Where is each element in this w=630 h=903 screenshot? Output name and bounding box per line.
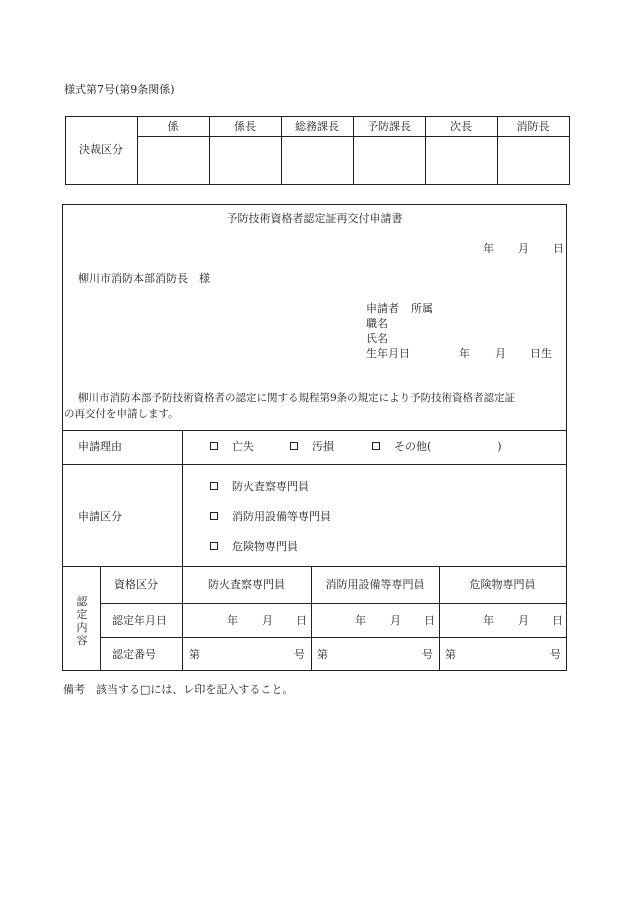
approval-header: 予防課長	[367, 120, 411, 133]
cert-date-month: 月	[262, 614, 273, 627]
approval-header: 消防長	[516, 120, 550, 133]
date-month: 月	[518, 242, 529, 255]
applicant-position: 職名	[366, 317, 388, 330]
cert-date-month: 月	[390, 614, 401, 627]
applicant-birth: 生年月日	[366, 347, 410, 360]
column-hazmat: 危険物専門員	[469, 578, 536, 591]
date-day: 日	[553, 242, 564, 255]
cert-date-day: 日	[296, 614, 307, 627]
approval-label: 決裁区分	[79, 143, 123, 156]
category-fire-inspection-checkbox[interactable]	[210, 482, 218, 490]
birth-year: 年	[459, 347, 470, 360]
category-equipment-label: 消防用設備等専門員	[232, 510, 331, 523]
reason-damaged-label: 汚損	[312, 440, 334, 453]
column-fire-inspection: 防火査察専門員	[208, 578, 285, 591]
column-equipment: 消防用設備等専門員	[325, 578, 425, 591]
cert-number-suffix: 号	[550, 648, 561, 661]
category-equipment-checkbox[interactable]	[210, 512, 218, 520]
category-fire-inspection-label: 防火査察専門員	[232, 480, 309, 493]
category-label: 申請区分	[78, 510, 122, 523]
approval-header: 係長	[234, 120, 256, 133]
reason-label: 申請理由	[78, 440, 122, 453]
birth-day: 日生	[530, 347, 552, 360]
cert-date-day: 日	[552, 614, 563, 627]
qualification-row-label: 資格区分	[114, 578, 158, 591]
applicant-label: 申請者	[366, 302, 399, 315]
body-text-line1: 柳川市消防本部予防技術資格者の認定に関する規程第9条の規定により予防技術資格者認定証	[78, 392, 516, 404]
cert-date-year: 年	[483, 614, 494, 627]
number-row-label: 認定番号	[112, 648, 156, 661]
cert-number-suffix: 号	[422, 648, 433, 661]
date-year: 年	[483, 242, 494, 255]
form-number: 様式第7号(第9条関係)	[64, 83, 175, 96]
cert-number-prefix: 第	[317, 648, 328, 661]
approval-header: 次長	[450, 120, 472, 133]
date-row-label: 認定年月日	[112, 614, 167, 627]
certification-label: 認 定 内 容	[76, 595, 88, 647]
applicant-name: 氏名	[366, 332, 388, 345]
reason-other-label: その他( )	[394, 440, 502, 453]
birth-month: 月	[495, 347, 506, 360]
cert-number-prefix: 第	[445, 648, 456, 661]
recipient: 柳川市消防本部消防長 様	[78, 272, 210, 285]
reason-damaged-checkbox[interactable]	[290, 442, 298, 450]
cert-date-year: 年	[227, 614, 238, 627]
reason-lost-label: 亡失	[232, 440, 254, 453]
category-hazmat-label: 危険物専門員	[232, 540, 298, 553]
category-hazmat-checkbox[interactable]	[210, 542, 218, 550]
reason-other-checkbox[interactable]	[372, 442, 380, 450]
cert-date-year: 年	[355, 614, 366, 627]
body-text-line2: の再交付を申請します。	[64, 408, 179, 420]
form-title: 予防技術資格者認定証再交付申請書	[226, 212, 403, 225]
footnote: 備考 該当する□には、レ印を記入すること。	[63, 683, 294, 696]
cert-number-prefix: 第	[189, 648, 200, 661]
approval-header: 係	[167, 120, 179, 133]
cert-date-month: 月	[518, 614, 529, 627]
applicant-affiliation: 所属	[411, 302, 433, 315]
cert-date-day: 日	[424, 614, 435, 627]
reason-lost-checkbox[interactable]	[210, 442, 218, 450]
cert-number-suffix: 号	[294, 648, 305, 661]
approval-header: 総務課長	[295, 120, 339, 133]
